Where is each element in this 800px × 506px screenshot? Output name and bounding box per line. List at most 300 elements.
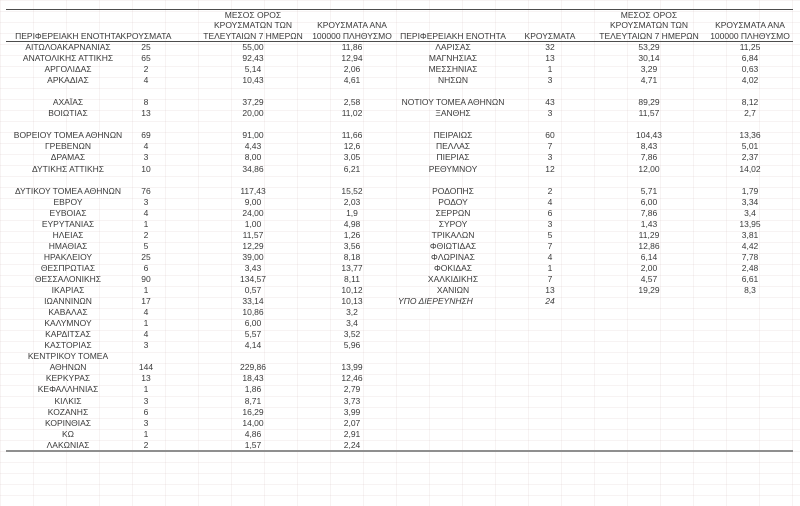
right-avg7-cell (554, 318, 744, 329)
right-per100k-cell (744, 119, 756, 130)
right-region-cell (360, 218, 546, 229)
left-avg7-cell (162, 97, 344, 108)
left-per100k-cell (344, 97, 360, 108)
left-cases-value: 144 (138, 362, 154, 373)
right-avg7-cell (554, 395, 744, 406)
left-region-cell (6, 417, 130, 428)
left-avg7-cell (162, 119, 344, 130)
left-region-value: ΚΩ (61, 428, 75, 439)
table-row (6, 296, 793, 307)
right-avg7-value: 6,00 (640, 196, 658, 207)
right-avg7-cell (554, 42, 744, 53)
right-region-cell (360, 406, 546, 417)
left-per100k-value: 5,96 (343, 340, 361, 351)
right-avg7-value: 7,86 (640, 152, 658, 163)
left-region-cell (6, 152, 130, 163)
left-region-value: ΚΕΡΚΥΡΑΣ (45, 373, 91, 384)
right-avg7-value: 89,29 (638, 97, 660, 108)
left-per100k-value: 3,4 (346, 318, 358, 329)
right-cases-value: 7 (547, 141, 553, 152)
left-cases-header-text: ΚΡΟΥΣΜΑΤΑ (120, 30, 172, 41)
left-avg7-value: 117,43 (240, 185, 266, 196)
right-avg7-cell (554, 75, 744, 86)
left-region-cell (6, 75, 130, 86)
left-avg7-cell (162, 285, 344, 296)
right-per100k-cell (744, 351, 756, 362)
left-per100k-cell (344, 428, 360, 439)
left-per100k-value: 3,73 (343, 395, 361, 406)
right-cases-cell (546, 251, 554, 262)
table-row (6, 152, 793, 163)
left-region-cell (6, 395, 130, 406)
row-spacer (756, 174, 793, 185)
left-per100k-cell (341, 362, 363, 373)
left-avg7-value: 0,57 (244, 285, 262, 296)
table-row (6, 329, 793, 340)
left-region-value: ΚΕΦΑΛΛΗΝΙΑΣ (37, 384, 99, 395)
left-region-cell (6, 229, 130, 240)
left-per100k-value: 10,12 (341, 285, 363, 296)
right-per100k-cell (741, 251, 759, 262)
table-row (6, 229, 793, 240)
left-region-cell (6, 86, 130, 97)
left-per100k-value: 8,18 (343, 251, 361, 262)
left-avg7-cell (162, 395, 344, 406)
left-region-cell (6, 351, 130, 362)
left-avg7-header-line2: ΚΡΟΥΣΜΑΤΩΝ ΤΩΝ (214, 20, 292, 31)
left-cases-value: 25 (141, 251, 151, 262)
left-avg7-value: 229,86 (240, 362, 266, 373)
right-avg7-cell (554, 185, 744, 196)
right-per100k-value: 14,02 (739, 163, 761, 174)
left-avg7-cell (162, 185, 344, 196)
left-region-value: ΑΡΓΟΛΙΔΑΣ (44, 64, 92, 75)
left-cases-value: 3 (143, 340, 149, 351)
left-cases-cell (130, 42, 162, 53)
left-region-cell (6, 273, 130, 284)
right-avg7-cell (554, 384, 744, 395)
left-cases-cell (130, 53, 162, 64)
left-cases-cell (130, 439, 162, 450)
right-per100k-cell (744, 285, 756, 296)
right-per100k-header-line1: ΚΡΟΥΣΜΑΤΑ ΑΝΑ (715, 20, 785, 31)
left-avg7-header-line1: ΜΕΣΟΣ ΟΡΟΣ (224, 10, 282, 20)
left-region-value: ΒΟΡΕΙΟΥ ΤΟΜΕΑ ΑΘΗΝΩΝ (13, 130, 123, 141)
left-per100k-cell (344, 141, 360, 152)
left-per100k-cell (344, 351, 360, 362)
right-region-value: ΤΡΙΚΑΛΩΝ (431, 229, 475, 240)
right-cases-value: 43 (545, 97, 555, 108)
left-per100k-value: 11,86 (341, 42, 363, 53)
table-row (6, 97, 793, 108)
left-region-value: ΑΧΑΪΑΣ (52, 97, 84, 108)
right-per100k-value: 1,79 (741, 185, 759, 196)
right-region-cell (360, 64, 546, 75)
right-per100k-cell (739, 42, 761, 53)
right-cases-cell (546, 240, 554, 251)
right-per100k-cell (741, 152, 759, 163)
left-avg7-value: 4,86 (244, 428, 262, 439)
right-cases-cell (546, 329, 554, 340)
row-spacer (756, 428, 793, 439)
left-cases-value: 13 (141, 108, 151, 119)
left-per100k-cell (344, 207, 360, 218)
right-region-cell (360, 240, 546, 251)
left-avg7-cell (162, 318, 344, 329)
right-cases-cell (546, 417, 554, 428)
left-per100k-cell (344, 229, 360, 240)
row-spacer (756, 130, 793, 141)
left-cases-cell (130, 130, 162, 141)
right-cases-cell (546, 141, 554, 152)
left-per100k-cell (344, 86, 360, 97)
row-spacer (756, 406, 793, 417)
table-row (6, 351, 793, 362)
right-avg7-cell (554, 439, 744, 450)
right-region-cell (360, 318, 546, 329)
right-per100k-value: 4,42 (741, 240, 759, 251)
left-avg7-value: 9,00 (244, 196, 262, 207)
left-cases-cell (130, 307, 162, 318)
left-avg7-value: 134,57 (240, 274, 266, 284)
left-cases-cell (130, 273, 162, 284)
row-spacer (756, 351, 793, 362)
left-avg7-value: 20,00 (242, 108, 264, 119)
left-per100k-value: 1,9 (346, 207, 358, 218)
right-avg7-header-line3: ΤΕΛΕΥΤΑΙΩΝ 7 ΗΜΕΡΩΝ (599, 30, 699, 41)
right-region-value: ΣΕΡΡΩΝ (435, 207, 471, 218)
left-per100k-value: 6,21 (343, 163, 361, 174)
right-per100k-value: 3,81 (741, 229, 759, 240)
right-per100k-cell (741, 53, 759, 64)
right-region-cell (360, 273, 546, 284)
left-cases-value: 8 (143, 97, 149, 108)
right-avg7-cell (554, 362, 744, 373)
right-per100k-cell (744, 340, 756, 351)
right-cases-value: 3 (547, 75, 553, 86)
right-region-value: ΝΗΣΩΝ (437, 75, 469, 86)
left-cases-cell (130, 318, 162, 329)
right-avg7-cell (554, 329, 744, 340)
left-cases-cell (130, 262, 162, 273)
left-region-cell (6, 196, 130, 207)
left-per100k-cell (341, 53, 363, 64)
right-region-value: ΦΘΙΩΤΙΔΑΣ (429, 240, 477, 251)
left-cases-value: 13 (141, 373, 151, 384)
left-cases-cell (130, 428, 162, 439)
left-cases-value: 3 (143, 417, 149, 428)
right-per100k-header-line2: 100000 ΠΛΗΘΥΣΜΟ (710, 30, 790, 41)
right-cases-value: 60 (545, 130, 555, 141)
left-avg7-cell (162, 86, 344, 97)
table-row (6, 395, 793, 406)
right-per100k-cell (741, 240, 759, 251)
row-spacer (756, 185, 793, 196)
right-region-cell (360, 296, 546, 307)
right-region-cell (360, 42, 546, 53)
left-cases-cell (130, 141, 162, 152)
right-avg7-cell (554, 207, 744, 218)
right-avg7-cell (554, 119, 744, 130)
header-spacer (756, 10, 793, 43)
right-per100k-cell (741, 229, 759, 240)
right-region-cell (360, 119, 546, 130)
left-cases-cell (130, 163, 162, 174)
right-cases-value: 7 (547, 240, 553, 251)
right-per100k-cell (744, 439, 756, 450)
left-per100k-cell (344, 152, 360, 163)
table-row (6, 251, 793, 262)
right-per100k-value: 3,34 (741, 196, 759, 207)
right-region-cell (360, 53, 546, 64)
left-per100k-value: 2,24 (343, 439, 361, 450)
left-per100k-cell (344, 163, 360, 174)
left-region-cell (6, 108, 130, 119)
left-avg7-value: 24,00 (242, 207, 264, 218)
left-avg7-cell (162, 406, 344, 417)
right-avg7-cell (554, 86, 744, 97)
left-per100k-cell (344, 318, 360, 329)
left-region-value: ΑΘΗΝΩΝ (49, 362, 87, 373)
left-avg7-cell (162, 384, 344, 395)
right-cases-cell (546, 174, 554, 185)
left-region-cell (6, 218, 130, 229)
right-cases-cell (546, 64, 554, 75)
right-region-cell (360, 97, 546, 108)
left-avg7-cell (162, 262, 344, 273)
left-per100k-value: 2,58 (343, 97, 361, 108)
left-region-value: ΛΑΚΩΝΙΑΣ (46, 439, 90, 450)
right-region-cell (360, 251, 546, 262)
right-region-value: ΛΑΡΙΣΑΣ (435, 42, 471, 53)
left-per100k-header (312, 10, 392, 43)
right-cases-cell (546, 439, 554, 450)
right-avg7-cell (554, 108, 744, 119)
left-avg7-value: 11,57 (242, 229, 264, 240)
left-per100k-value: 11,66 (341, 130, 363, 141)
left-cases-cell (130, 384, 162, 395)
right-cases-value: 4 (547, 251, 553, 262)
left-per100k-cell (344, 417, 360, 428)
right-per100k-header (710, 10, 790, 43)
left-region-value: ΔΥΤΙΚΗΣ ΑΤΤΙΚΗΣ (31, 163, 105, 174)
left-per100k-value: 15,52 (341, 185, 363, 196)
left-per100k-value: 2,79 (343, 384, 361, 395)
left-cases-cell (130, 351, 162, 362)
left-cases-value: 76 (141, 185, 151, 196)
left-region-value: ΚΟΖΑΝΗΣ (47, 406, 89, 417)
right-cases-cell (546, 207, 554, 218)
right-cases-value: 12 (545, 163, 555, 174)
right-cases-cell (546, 262, 554, 273)
right-per100k-cell (744, 307, 756, 318)
right-cases-value: 6 (547, 207, 553, 218)
left-avg7-value: 10,43 (242, 75, 264, 86)
left-cases-value: 2 (143, 229, 149, 240)
table-row (6, 428, 793, 439)
left-cases-cell (130, 75, 162, 86)
row-spacer (756, 229, 793, 240)
right-per100k-cell (744, 329, 756, 340)
left-region-cell (6, 207, 130, 218)
left-avg7-value: 5,57 (244, 329, 262, 340)
left-region-value: ΑΙΤΩΛΟΑΚΑΡΝΑΝΙΑΣ (25, 42, 111, 53)
right-per100k-cell (741, 97, 759, 108)
left-per100k-cell (344, 174, 360, 185)
right-per100k-value: 13,95 (739, 218, 761, 229)
right-cases-value: 1 (547, 64, 553, 75)
right-avg7-header-line2: ΚΡΟΥΣΜΑΤΩΝ ΤΩΝ (610, 20, 688, 31)
row-spacer (756, 163, 793, 174)
right-per100k-value: 7,78 (741, 251, 759, 262)
right-cases-cell (546, 97, 554, 108)
right-per100k-value: 6,61 (741, 274, 759, 284)
right-avg7-cell (554, 240, 744, 251)
left-per100k-value: 3,05 (343, 152, 361, 163)
right-cases-cell (546, 395, 554, 406)
right-avg7-header-line1: ΜΕΣΟΣ ΟΡΟΣ (620, 10, 678, 20)
table-row (6, 75, 793, 86)
table-row (6, 119, 793, 130)
right-per100k-value: 0,63 (741, 64, 759, 75)
left-per100k-cell (341, 42, 363, 53)
left-per100k-cell (341, 373, 363, 384)
left-per100k-cell (344, 119, 360, 130)
right-cases-cell (546, 351, 554, 362)
right-per100k-cell (739, 163, 761, 174)
left-region-cell (6, 362, 130, 373)
left-region-cell (6, 439, 130, 450)
left-cases-value: 4 (143, 307, 149, 318)
right-cases-cell (546, 373, 554, 384)
left-region-cell (6, 406, 130, 417)
left-region-cell (6, 428, 130, 439)
left-avg7-cell (162, 152, 344, 163)
left-per100k-cell (341, 108, 363, 119)
left-avg7-cell (162, 64, 344, 75)
left-region-cell (6, 251, 130, 262)
right-cases-header (524, 10, 576, 43)
left-cases-cell (130, 240, 162, 251)
right-cases-cell (546, 185, 554, 196)
right-cases-cell (546, 285, 554, 296)
table-header-row (6, 10, 793, 42)
table-row (6, 130, 793, 141)
left-per100k-cell (344, 218, 360, 229)
right-avg7-cell (554, 273, 744, 284)
left-avg7-cell (162, 75, 344, 86)
left-avg7-value: 1,57 (244, 439, 262, 450)
right-avg7-value: 12,00 (638, 163, 660, 174)
row-spacer (756, 384, 793, 395)
left-region-cell (6, 262, 130, 273)
right-per100k-cell (741, 262, 759, 273)
left-avg7-cell (162, 240, 344, 251)
right-per100k-cell (741, 273, 759, 284)
right-per100k-cell (741, 64, 759, 75)
right-avg7-cell (554, 229, 744, 240)
right-region-cell (360, 285, 546, 296)
left-cases-cell (130, 218, 162, 229)
left-region-value: ΘΕΣΣΑΛΟΝΙΚΗΣ (34, 274, 102, 284)
row-spacer (756, 196, 793, 207)
right-cases-value: 13 (545, 285, 555, 296)
right-cases-value: 24 (545, 296, 555, 307)
right-cases-cell (546, 362, 554, 373)
right-region-value: ΜΕΣΣΗΝΙΑΣ (428, 64, 478, 75)
table-row (6, 53, 793, 64)
left-per100k-cell (344, 240, 360, 251)
left-region-value: ΗΜΑΘΙΑΣ (48, 240, 88, 251)
left-cases-cell (130, 362, 162, 373)
right-cases-header-text: ΚΡΟΥΣΜΑΤΑ (524, 30, 576, 41)
left-cases-cell (130, 119, 162, 130)
left-per100k-value: 13,77 (341, 262, 363, 273)
left-region-value: ΚΙΛΚΙΣ (54, 395, 82, 406)
right-avg7-cell (554, 262, 744, 273)
right-region-cell (360, 130, 546, 141)
right-per100k-cell (739, 130, 761, 141)
row-spacer (756, 318, 793, 329)
left-region-value: ΕΥΡΥΤΑΝΙΑΣ (41, 218, 95, 229)
left-cases-value: 17 (141, 296, 151, 307)
table-row (6, 262, 793, 273)
right-region-cell (360, 196, 546, 207)
left-region-cell (6, 185, 130, 196)
table-row (6, 406, 793, 417)
left-cases-cell (130, 152, 162, 163)
right-avg7-cell (554, 130, 744, 141)
row-spacer (756, 141, 793, 152)
right-region-cell (360, 395, 546, 406)
table-row (6, 64, 793, 75)
right-cases-cell (546, 163, 554, 174)
left-avg7-cell (162, 42, 344, 53)
table-row (6, 185, 793, 196)
left-cases-value: 4 (143, 207, 149, 218)
right-region-cell (360, 185, 546, 196)
right-avg7-value: 4,57 (640, 274, 658, 284)
table-row (6, 218, 793, 229)
right-per100k-cell (744, 373, 756, 384)
left-cases-cell (130, 329, 162, 340)
row-spacer (756, 42, 793, 53)
left-region-value: ΙΩΑΝΝΙΝΩΝ (44, 296, 92, 307)
right-per100k-cell (744, 174, 756, 185)
left-region-value: ΚΑΛΥΜΝΟΥ (44, 318, 92, 329)
row-spacer (756, 362, 793, 373)
row-spacer (756, 296, 793, 307)
right-avg7-value: 104,43 (636, 130, 662, 141)
right-per100k-value: 4,02 (741, 75, 759, 86)
right-per100k-cell (744, 362, 756, 373)
left-avg7-cell (162, 174, 344, 185)
table-row (6, 439, 793, 450)
left-avg7-cell (162, 207, 344, 218)
left-cases-value: 1 (143, 218, 149, 229)
left-avg7-cell (162, 428, 344, 439)
right-cases-cell (546, 152, 554, 163)
right-per100k-cell (741, 196, 759, 207)
left-per100k-header-line2: 100000 ΠΛΗΘΥΣΜΟ (312, 30, 392, 41)
table-row (6, 42, 793, 53)
left-cases-value: 3 (143, 196, 149, 207)
table-row (6, 285, 793, 296)
table-row (6, 318, 793, 329)
right-per100k-value: 3,4 (744, 207, 756, 218)
right-avg7-cell (554, 307, 744, 318)
left-region-value: ΘΕΣΠΡΩΤΙΑΣ (40, 262, 96, 273)
